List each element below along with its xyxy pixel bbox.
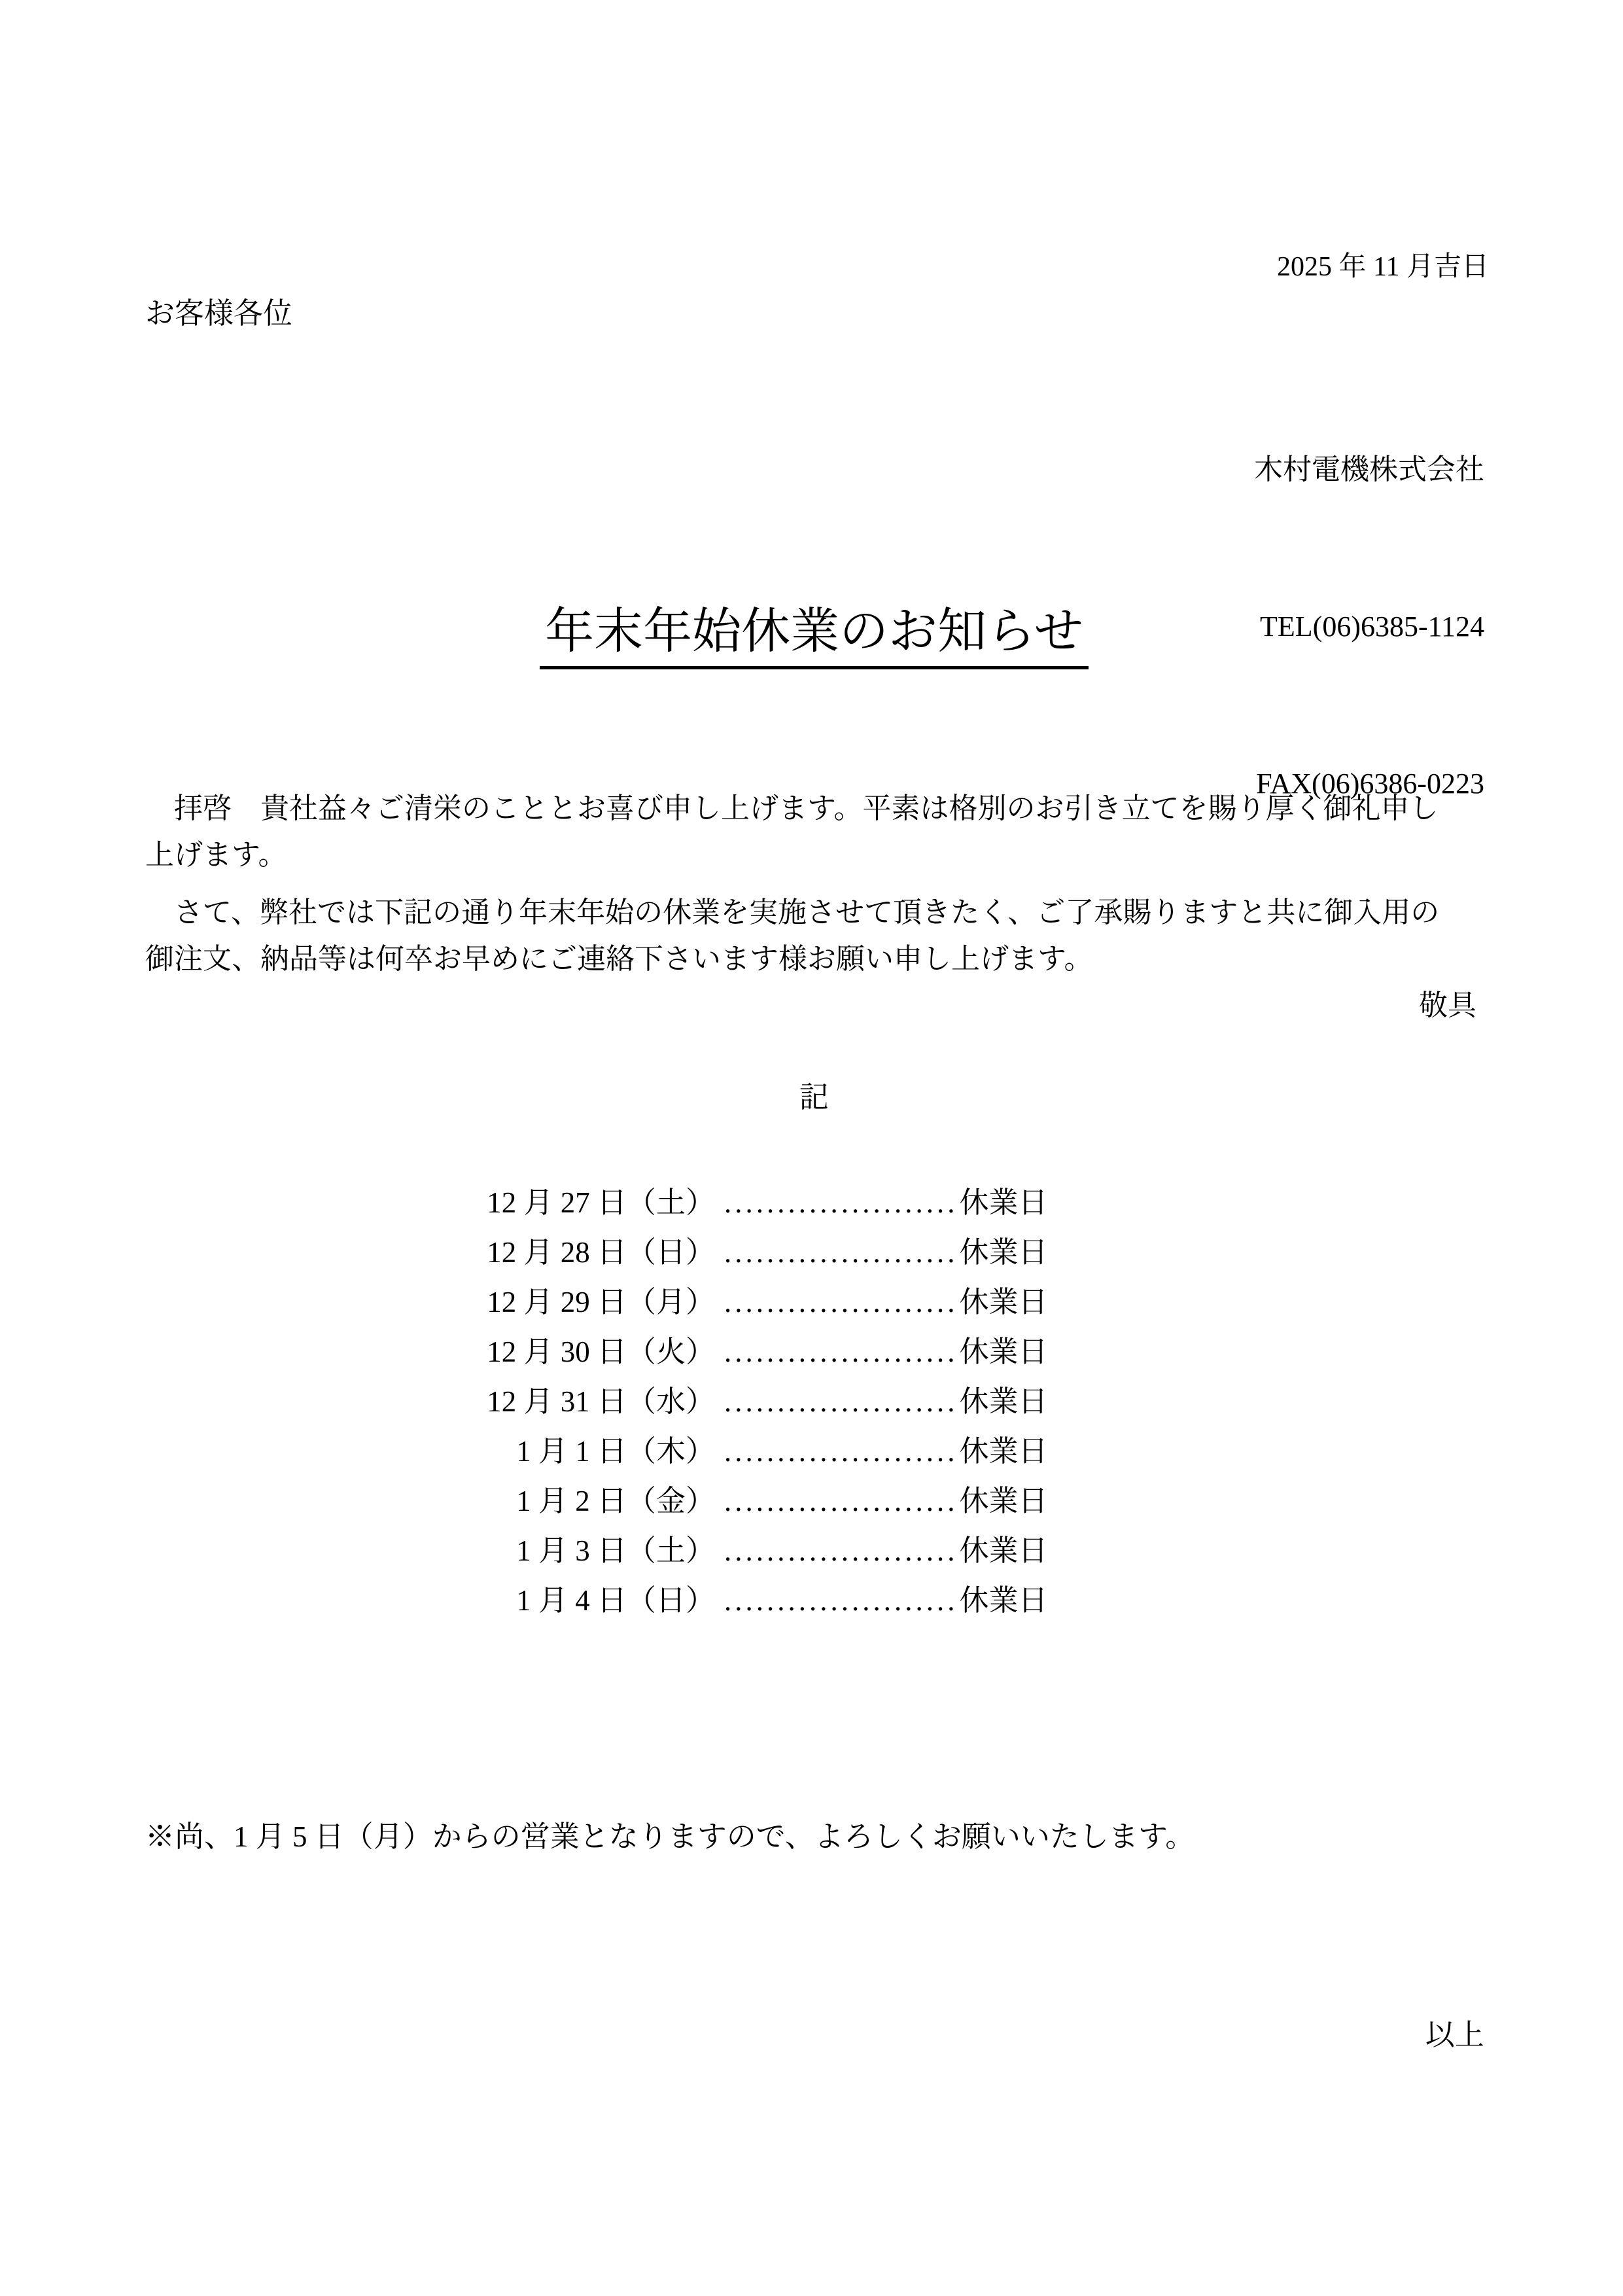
holiday-date: 12 月 29 日（月） <box>487 1286 715 1318</box>
holiday-label: 休業日 <box>959 1335 1048 1368</box>
holiday-row <box>453 1178 1048 1227</box>
body-line: 上げます。 <box>145 839 287 871</box>
holiday-list <box>453 1178 1048 1625</box>
holiday-label: 休業日 <box>959 1584 1048 1617</box>
document-date: 2025 年 11 月吉日 <box>1277 252 1489 282</box>
holiday-dots: ...................... <box>724 1534 958 1567</box>
holiday-label: 休業日 <box>959 1435 1048 1468</box>
document-title: 年末年始休業のお知らせ <box>540 605 1089 669</box>
holiday-row <box>453 1576 1048 1625</box>
paragraph-notice <box>145 889 1486 982</box>
holiday-label: 休業日 <box>959 1534 1048 1567</box>
holiday-row <box>453 1526 1048 1576</box>
closing-salutation: 敬具 <box>1419 989 1476 1021</box>
addressee: お客様各位 <box>145 297 293 330</box>
company-fax: FAX(06)6386-0223 <box>1256 768 1484 800</box>
company-name: 木村電機株式会社 <box>1254 453 1484 486</box>
holiday-label: 休業日 <box>959 1236 1048 1269</box>
holiday-row <box>453 1227 1048 1277</box>
holiday-row <box>453 1377 1048 1426</box>
holiday-date: 12 月 31 日（水） <box>487 1385 715 1418</box>
record-marker: 記 <box>799 1081 829 1114</box>
holiday-label: 休業日 <box>959 1186 1048 1219</box>
holiday-row <box>453 1426 1048 1476</box>
holiday-row <box>453 1327 1048 1377</box>
body-text <box>145 785 1486 1029</box>
holiday-dots: ...................... <box>724 1286 958 1318</box>
holiday-date: 1 月 4 日（日） <box>516 1584 715 1617</box>
reopening-note: ※尚、1 月 5 日（月）からの営業となりますので、よろしくお願いいたします。 <box>145 1820 1195 1853</box>
holiday-row <box>453 1476 1048 1526</box>
holiday-dots: ...................... <box>724 1186 958 1219</box>
holiday-dots: ...................... <box>724 1385 958 1418</box>
holiday-dots: ...................... <box>724 1435 958 1468</box>
holiday-row <box>453 1277 1048 1327</box>
paragraph-greeting <box>145 785 1486 878</box>
holiday-label: 休業日 <box>959 1286 1048 1318</box>
holiday-dots: ...................... <box>724 1335 958 1368</box>
closing-marker: 以上 <box>1425 2019 1484 2051</box>
holiday-dots: ...................... <box>724 1485 958 1517</box>
holiday-date: 12 月 30 日（火） <box>487 1335 715 1368</box>
holiday-date: 1 月 2 日（金） <box>516 1485 715 1517</box>
holiday-dots: ...................... <box>724 1584 958 1617</box>
holiday-dots: ...................... <box>724 1236 958 1269</box>
holiday-date: 1 月 3 日（土） <box>516 1534 715 1567</box>
body-line: さて、弊社では下記の通り年末年始の休業を実施させて頂きたく、ご了承賜りますと共に御入用の <box>145 896 1440 928</box>
holiday-date: 1 月 1 日（木） <box>516 1435 715 1468</box>
holiday-date: 12 月 28 日（日） <box>487 1236 715 1269</box>
holiday-date: 12 月 27 日（土） <box>487 1186 715 1219</box>
title-area <box>144 605 1484 669</box>
body-line: 拝啓 貴社益々ご清栄のこととお喜び申し上げます。平素は格別のお引き立てを賜り厚く御礼申し <box>145 792 1439 824</box>
holiday-label: 休業日 <box>959 1485 1048 1517</box>
company-tel: TEL(06)6385-1124 <box>1260 610 1484 643</box>
holiday-label: 休業日 <box>959 1385 1048 1418</box>
body-line: 御注文、納品等は何卒お早めにご連絡下さいます様お願い申し上げます。 <box>145 943 1093 975</box>
